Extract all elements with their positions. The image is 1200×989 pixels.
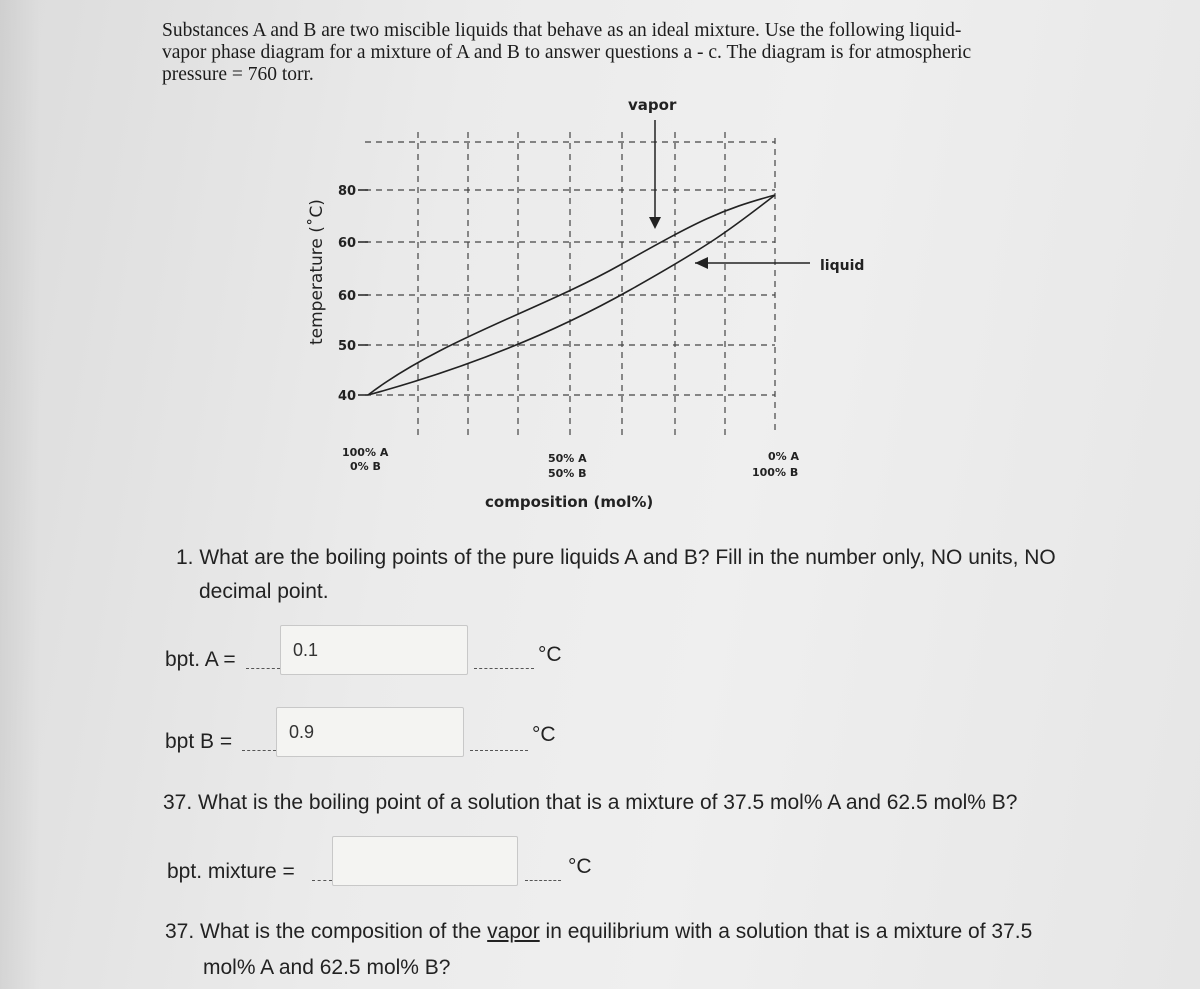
bpt-mixture-unit: °C <box>568 855 592 878</box>
question-3-vapor-word: vapor <box>487 920 540 943</box>
intro-line-2: vapor phase diagram for a mixture of A and B to answer questions a - c. The diagram is for atmospheric <box>162 42 972 63</box>
bpt-a-unit: °C <box>538 643 562 666</box>
question-3-text-pre: 37. What is the composition of the <box>165 920 488 943</box>
vapor-curve <box>368 195 775 395</box>
liquid-label: liquid <box>820 258 865 274</box>
x-axis-label: composition (mol%) <box>485 493 654 511</box>
phase-diagram <box>290 90 890 525</box>
y-axis-label: temperature (˚C) <box>307 199 327 345</box>
x-tick-right-a: 0% A <box>768 450 800 463</box>
bpt-mixture-dash-right <box>525 880 561 881</box>
question-1-line-2: decimal point. <box>199 580 329 603</box>
vapor-label: vapor <box>628 96 677 114</box>
bpt-mixture-input[interactable] <box>332 836 518 886</box>
bpt-b-unit: °C <box>532 723 556 746</box>
y-tick-label: 60 <box>338 289 357 304</box>
liquid-curve <box>368 195 775 395</box>
question-3-text-post: in equilibrium with a solution that is a mixture of 37.5 <box>539 920 1033 943</box>
bpt-b-input[interactable]: 0.9 <box>276 707 464 757</box>
page-edge-shadow <box>0 0 40 989</box>
bpt-b-dash-left <box>242 750 276 751</box>
intro-line-3: pressure = 760 torr. <box>162 64 314 85</box>
bpt-b-label: bpt B = <box>165 730 233 753</box>
y-tick-labels <box>338 184 356 404</box>
question-3-line-1 <box>165 920 1032 944</box>
x-tick-labels <box>342 446 800 480</box>
bpt-a-dash-left <box>246 668 280 669</box>
x-tick-left-b: 0% B <box>350 460 381 473</box>
phase-diagram-svg <box>290 90 890 520</box>
intro-line-1: Substances A and B are two miscible liquids that behave as an ideal mixture. Use the following liquid- <box>162 20 962 41</box>
y-tick-label: 80 <box>338 184 357 199</box>
question-2-text: 37. What is the boiling point of a solution that is a mixture of 37.5 mol% A and 62.5 mol% B? <box>163 791 1018 814</box>
x-tick-mid-b: 50% B <box>548 467 587 480</box>
liquid-arrow-head <box>695 257 708 269</box>
bpt-mixture-label: bpt. mixture = <box>167 860 295 883</box>
y-axis-ticks <box>358 190 368 395</box>
x-tick-left-a: 100% A <box>342 446 389 459</box>
question-3-line-2: mol% A and 62.5 mol% B? <box>203 956 451 979</box>
bpt-b-dash-right <box>470 750 528 751</box>
bpt-a-dash-right <box>474 668 534 669</box>
y-tick-label: 50 <box>338 339 357 354</box>
question-1-line-1: 1. What are the boiling points of the pure liquids A and B? Fill in the number only, NO units, NO <box>176 546 1056 569</box>
vapor-arrow-head <box>649 217 661 229</box>
y-tick-label: 40 <box>338 389 357 404</box>
bpt-a-input[interactable]: 0.1 <box>280 625 468 675</box>
grid <box>365 132 775 435</box>
bpt-a-label: bpt. A = <box>165 648 236 671</box>
intro-paragraph <box>162 20 1002 86</box>
bpt-mixture-dash-left <box>312 880 332 881</box>
x-tick-right-b: 100% B <box>752 466 799 479</box>
x-tick-mid-a: 50% A <box>548 452 587 465</box>
y-tick-label: 60 <box>338 236 357 251</box>
